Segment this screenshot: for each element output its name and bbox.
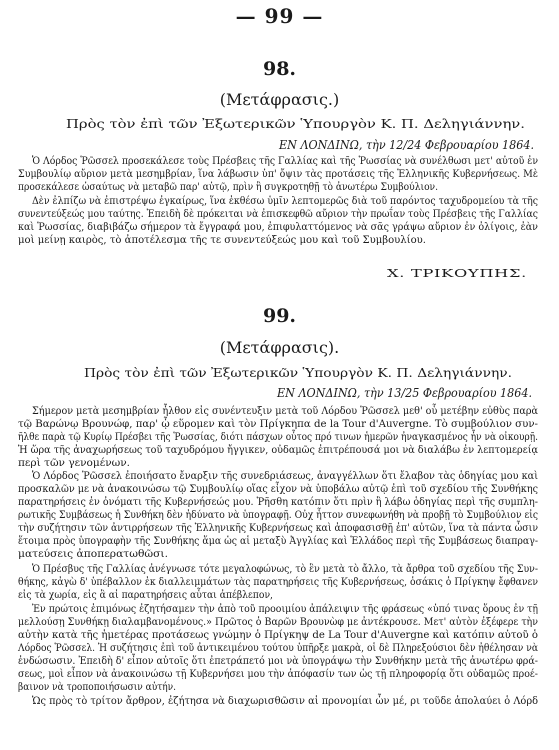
letter-dateline: ΕΝ ΛΟΝΔΙΝΩ, τὴν 12/24 Φεβρουαρίου 1864. [279,137,534,152]
page-number: — 99 — [235,4,324,28]
letter-99-paragraph-5: Ὡς πρὸς τὸ τρίτον ἄρθρον, ἐζήτησα νὰ διαχωρισθῶσιν αἱ προνομίαι ὧν μέ, ρι τοῦδε ἀπολαύει ὁ Λόρδ [32,695,538,707]
letter-99-paragraph-1: Σήμερον μετὰ μεσημβρίαν ἦλθον εἰς συνέντευξιν μετὰ τοῦ Λόρδου Ῥῶσσελ μεθ' οὗ μετέβην εὐθὺς παρὰ τῷ Βαρώνῳ Βρουνώφ, παρ' ᾧ εὕρομεν καὶ τὸν Πρίγκηπα de la Tour d'Auvergne. Τὸ συμβούλιον συν- ῆλθε παρὰ τῷ Κυρίῳ Πρέσβει τῆς Ῥωσσίας, διότι πάσχων οὗτος πρό τινων ἡμερῶν ἠναγκασμένος ἦν νὰ οἰκουρῇ. Ἡ ὥρα τῆς ἀναχωρήσεως τοῦ ταχυδρόμου ἤγγικεν, οὐδαμῶς ἐπιτρέπουσά μοι νὰ διαλάβω ἐν λεπτομερείᾳ περὶ τῶν γενομένων. [18,405,538,469]
letter-dateline: ΕΝ ΛΟΝΔΙΝΩ, τὴν 13/25 Φεβρουαρίου 1864. [277,385,532,400]
letter-98-paragraph-2: Δὲν ἐλπίζω νὰ ἐπιστρέψω ἐγκαίρως, ἵνα ἐκθέσω ὑμῖν λεπτομερῶς διὰ τοῦ παρόντος ταχυδρομείου τὰ τῆς συνεντεύξεώς μου ταύτης. Ἐπειδὴ δὲ πρόκειται νὰ ἐπισκεφθῶ αὔριον τὴν πρωΐαν τοὺς Πρέσβεις τῆς Γαλλίας καὶ Ῥωσσίας, διαβιβάζω σήμερον τὰ ἔγγραφά μου, ἐπιφυλαττόμενος νὰ σᾶς γράψω αὔριον ἐν ὀλίγοις, ἐὰν μοὶ μείνῃ καιρὸς, τὸ ἀποτέλεσμα τῆς τε συνεντεύξεώς μου καὶ τοῦ Συμβουλίου. [18,195,538,246]
letter-99-paragraph-2: Ὁ Λόρδος Ῥῶσσελ ἐποιήσατο ἔναρξιν τῆς συνεδριάσεως, ἀναγγέλλων ὅτι ἔλαβον τὰς ὁδηγίας μου καὶ προσκαλῶν με νὰ ἀνακοινώσω τῷ Συμβουλίῳ οἵας εἶχον νὰ ὑποβάλω αὐτῷ ἐπὶ τοῦ σχεδίου τῆς Συνθήκης παρατηρήσεις ἐν ὀνόματι τῆς Κυβερνήσεώς μου. Ῥῆσθη κατόπιν ὅτι πρὶν ἢ λάβω ὁδηγίας περὶ τῆς συμπλη- ρωτικῆς Συμβάσεως ἡ Συνθήκη δὲν ἠδύνατο νὰ ὑπογραφῇ. Οὐχ ἧττον συνεφωνήθη νὰ προβῇ τὸ Συμβούλιον εἰς τὴν συζήτησιν τῶν ἀντιρρήσεων τῆς Ἑλληνικῆς Κυβερνήσεως καὶ ἀποφασισθῇ ἐπ' αὐτῶν, ἵνα τὰ πάντα ὦσιν ἕτοιμα πρὸς ὑπογραφὴν τῆς Συνθήκης ἅμα ὡς αἱ μεταξὺ Ἀγγλίας καὶ Ἑλλάδος περὶ τῆς Συμβάσεως διαπραγ- ματεύσεις ἀποπερατωθῶσι. [18,470,538,560]
signature: Χ. ΤΡΙΚΟΥΠΗΣ. [387,266,527,280]
letter-title: (Μετάφρασις). [219,338,340,357]
letter-address: Πρὸς τὸν ἐπὶ τῶν Ἐξωτερικῶν Ὑπουργὸν Κ. Π. Δεληγιάννην. [84,365,512,380]
letter-99-paragraph-4: Ἐν πρώτοις ἐπιμόνως ἐζητήσαμεν τὴν ἀπὸ τοῦ προοιμίου ἀπάλειψιν τῆς φράσεως «ὑπό τινας ὅρους ἐν τῇ μελλούσῃ Συνθήκῃ διαλαμβανομένους.» Πρῶτος ὁ Βαρῶν Βρουνὼφ με ἀντέκρουσε. Μετ' αὐτὸν ἐξέφερε τὴν αὐτὴν κατὰ τῆς ἡμετέρας προτάσεως γνώμην ὁ Πρίγκηψ de La Tour d'Auvergne καὶ κατόπιν αὐτοῦ ὁ Λόρδος Ῥῶσσελ. Ἡ συζήτησις ἐπὶ τοῦ ἀντικειμένου τούτου ὑπῆρξε μακρὰ, οἱ δὲ Πληρεξούσιοι δὲν ἠθέλησαν νὰ ἐνδώσωσιν. Ἐπειδὴ δ' εἶπον αὐτοῖς ὅτι ἐπετράπετό μοι νὰ ὑπογράψω τὴν Συνθήκην μετὰ τῆς ἀνωτέρω φρά- σεως, μοὶ εἶπον νὰ ἀνακοινώσω τῇ Κυβερνήσει μου τὴν ἀπόφασίν των ὡς τῇ πληροφορίᾳ ὅτι οὐδαμῶς προέ- βαινον νὰ τροποποιήσωσιν αὐτήν. [18,603,538,693]
letter-number: 99. [262,305,297,327]
letter-address: Πρὸς τὸν ἐπὶ τῶν Ἐξωτερικῶν Ὑπουργὸν Κ. Π. Δεληγιάννην. [66,116,525,131]
letter-title: (Μετάφρασις.) [219,90,340,109]
letter-99-paragraph-3: Ὁ Πρέσβυς τῆς Γαλλίας ἀνέγνωσε τότε μεγαλοφώνως, τὸ ἓν μετὰ τὸ ἄλλο, τὰ ἄρθρα τοῦ σχεδίου τῆς Συν- θήκης, κἀγὼ δ' ὑπέβαλλον ἐκ διαλλειμμάτων τὰς παρατηρήσεις τῆς Κυβερνήσεως, ὁσάκις ὁ Πρίγκηψ ἔφθανεν εἰς τὰ χωρία, εἰς ἃ αἱ παρατηρήσεις αὗται ἀπέβλεπον, [18,563,538,601]
letter-number: 98. [262,58,297,80]
letter-98-paragraph-1: Ὁ Λόρδος Ῥῶσσελ προσεκάλεσε τοὺς Πρέσβεις τῆς Γαλλίας καὶ τῆς Ῥωσσίας νὰ συνέλθωσι μετ' αὐτοῦ ἐν Συμβουλίῳ αὔριον μετὰ μεσημβρίαν, ἵνα λάβωσιν ὑπ' ὄψιν τὰς προτάσεις τῆς Ἑλληνικῆς Κυβερνήσεως. Μὲ προσεκάλεσε ὡσαύτως νὰ μεταβῶ παρ' αὐτῷ, πρὶν ἢ συγκροτηθῇ τὸ ἀνωτέρω Συμβούλιον. [18,155,538,193]
